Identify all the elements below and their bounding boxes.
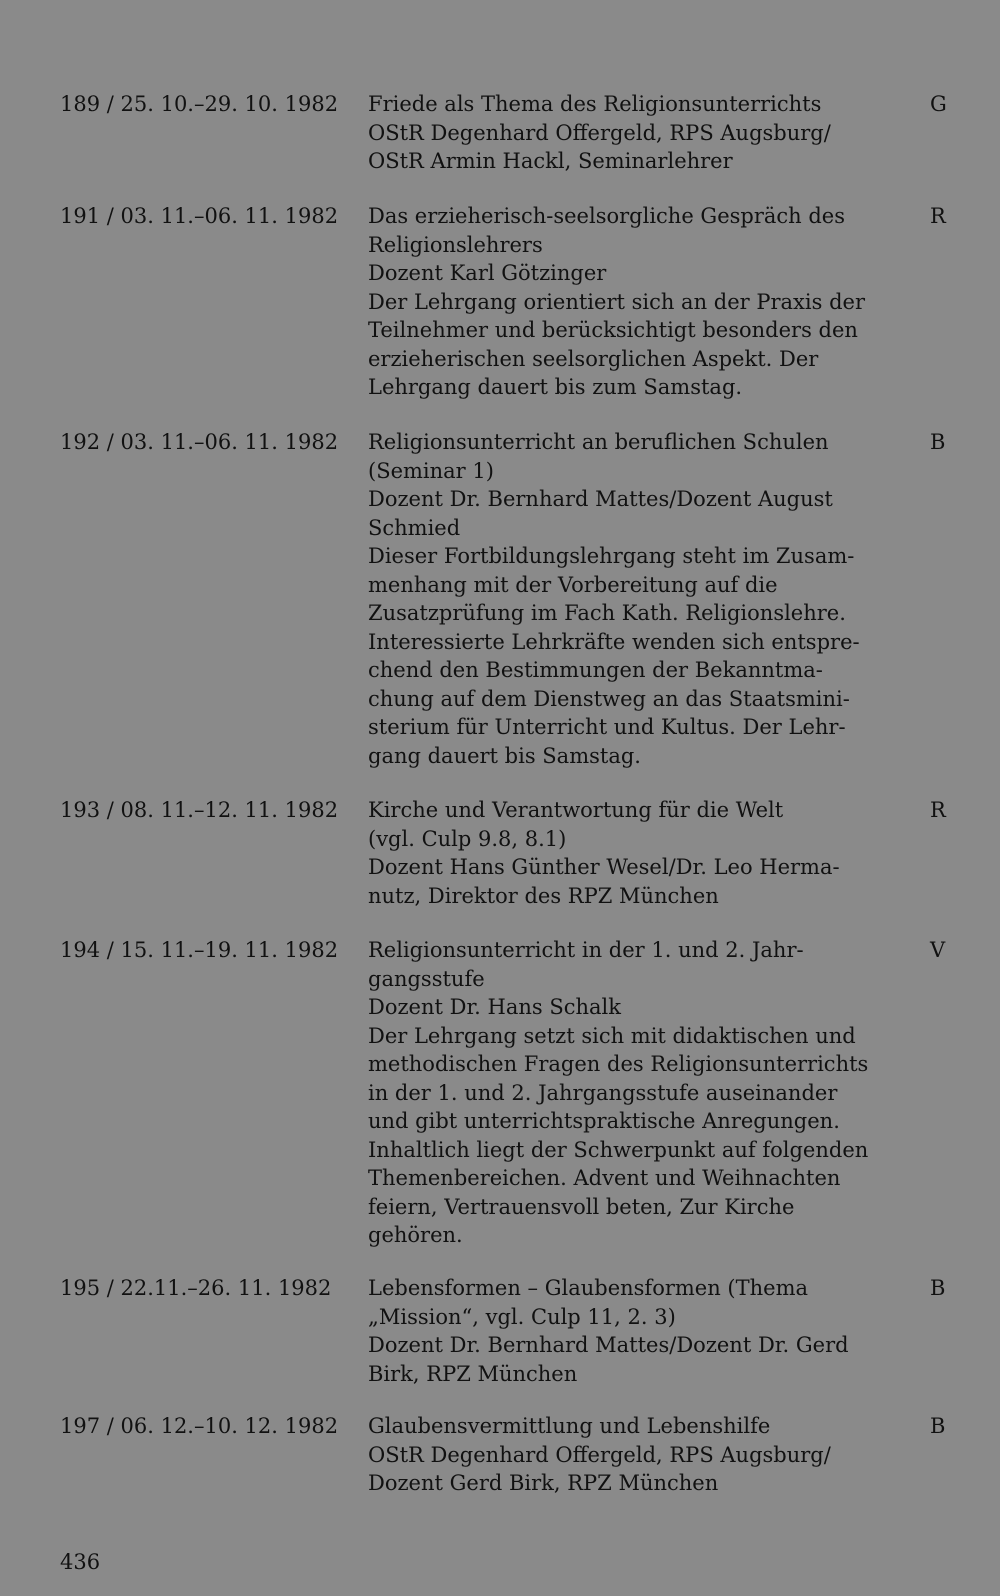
description-line: OStR Armin Hackl, Seminarlehrer: [368, 149, 733, 173]
description-line: Birk, RPZ München: [368, 1361, 578, 1386]
course-type-code: G: [930, 92, 947, 116]
course-description: [368, 90, 913, 176]
course-type-code: R: [930, 798, 946, 822]
description-line: Dieser Fortbildungslehrgang steht im Zusam-: [368, 544, 855, 568]
course-description: [368, 202, 913, 402]
course-number-date: 191 / 03. 11.–06. 11. 1982: [60, 204, 339, 228]
description-line: Das erzieherisch-seelsorgliche Gespräch des: [368, 204, 846, 228]
description-line: Religionsunterricht an beruflichen Schulen: [368, 430, 829, 454]
description-line: methodischen Fragen des Religionsunterrichts: [368, 1052, 869, 1076]
course-type-code: B: [930, 430, 946, 454]
description-line: Dozent Dr. Hans Schalk: [368, 995, 621, 1019]
description-line: „Mission“, vgl. Culp 11, 2. 3): [368, 1304, 676, 1329]
description-line: nutz, Direktor des RPZ München: [368, 883, 719, 908]
description-line: Schmied: [368, 515, 461, 540]
description-line: Interessierte Lehrkräfte wenden sich entspre-: [368, 629, 860, 654]
description-line: Dozent Dr. Bernhard Mattes/Dozent August: [368, 487, 833, 511]
description-line: Lebensformen – Glaubensformen (Thema: [368, 1276, 809, 1300]
description-line: (Seminar 1): [368, 458, 494, 483]
course-number-date: 193 / 08. 11.–12. 11. 1982: [60, 798, 339, 822]
description-line: Dozent Karl Götzinger: [368, 261, 607, 285]
course-type-code: B: [930, 1414, 946, 1438]
description-line: Dozent Dr. Bernhard Mattes/Dozent Dr. Gerd: [368, 1333, 849, 1357]
description-line: und gibt unterrichtspraktische Anregungen.: [368, 1109, 840, 1133]
description-line: Der Lehrgang orientiert sich an der Praxis der: [368, 289, 865, 314]
description-line: Glaubensvermittlung und Lebenshilfe: [368, 1414, 771, 1438]
course-type-code: R: [930, 204, 946, 228]
page-number: 436: [60, 1550, 101, 1574]
description-line: feiern, Vertrauensvoll beten, Zur Kirche: [368, 1194, 795, 1219]
description-line: Themenbereichen. Advent und Weihnachten: [368, 1166, 841, 1190]
description-line: gehören.: [368, 1223, 463, 1247]
description-line: Lehrgang dauert bis zum Samstag.: [368, 375, 743, 399]
course-description: [368, 1274, 913, 1388]
description-line: (vgl. Culp 9.8, 8.1): [368, 826, 567, 851]
description-line: Zusatzprüfung im Fach Kath. Religionslehre.: [368, 601, 846, 625]
description-line: chung auf dem Dienstweg an das Staatsmini-: [368, 686, 850, 711]
description-line: OStR Degenhard Offergeld, RPS Augsburg/: [368, 120, 831, 145]
description-line: OStR Degenhard Offergeld, RPS Augsburg/: [368, 1442, 831, 1467]
course-description: [368, 428, 913, 770]
course-description: [368, 796, 913, 910]
course-type-code: V: [930, 938, 946, 962]
description-line: Dozent Gerd Birk, RPZ München: [368, 1471, 719, 1495]
description-line: sterium für Unterricht und Kultus. Der Lehr-: [368, 715, 846, 739]
course-description: [368, 936, 913, 1250]
description-line: Teilnehmer und berücksichtigt besonders den: [368, 318, 858, 342]
course-description: [368, 1412, 913, 1498]
description-line: erzieherischen seelsorglichen Aspekt. Der: [368, 346, 819, 371]
description-line: chend den Bestimmungen der Bekanntma-: [368, 658, 823, 682]
course-type-code: B: [930, 1276, 946, 1300]
course-number-date: 189 / 25. 10.–29. 10. 1982: [60, 92, 339, 116]
description-line: in der 1. und 2. Jahrgangsstufe auseinander: [368, 1080, 838, 1105]
description-line: Inhaltlich liegt der Schwerpunkt auf folgenden: [368, 1137, 869, 1162]
course-number-date: 194 / 15. 11.–19. 11. 1982: [60, 938, 339, 962]
description-line: menhang mit der Vorbereitung auf die: [368, 572, 778, 597]
course-number-date: 197 / 06. 12.–10. 12. 1982: [60, 1414, 339, 1438]
description-line: Religionsunterricht in der 1. und 2. Jahr-: [368, 938, 804, 962]
course-number-date: 195 / 22.11.–26. 11. 1982: [60, 1276, 332, 1300]
description-line: Dozent Hans Günther Wesel/Dr. Leo Herma-: [368, 855, 840, 879]
description-line: Religionslehrers: [368, 232, 543, 257]
description-line: Der Lehrgang setzt sich mit didaktischen und: [368, 1023, 856, 1048]
description-line: gangsstufe: [368, 966, 485, 991]
description-line: Friede als Thema des Religionsunterrichts: [368, 92, 822, 116]
description-line: Kirche und Verantwortung für die Welt: [368, 798, 784, 822]
course-number-date: 192 / 03. 11.–06. 11. 1982: [60, 430, 339, 454]
description-line: gang dauert bis Samstag.: [368, 743, 641, 768]
